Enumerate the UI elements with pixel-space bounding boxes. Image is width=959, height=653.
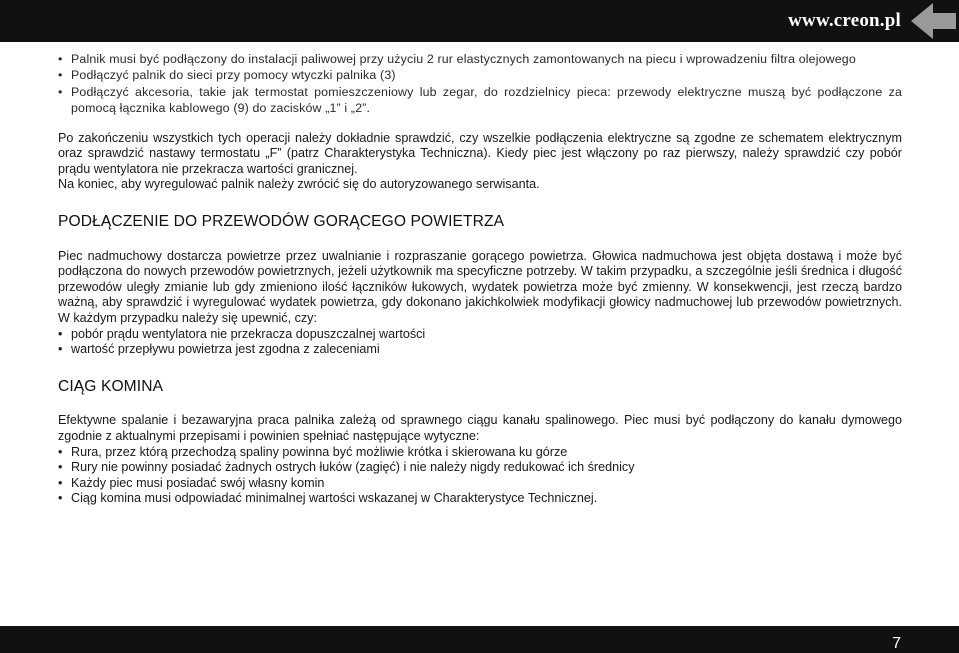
list-item: • Każdy piec musi posiadać swój własny komin: [58, 476, 902, 492]
chimney-bullet-list: [58, 445, 902, 507]
back-arrow-icon[interactable]: [907, 0, 959, 42]
list-item: • pobór prądu wentylatora nie przekracza dopuszczalnej wartości: [58, 327, 902, 343]
footer-bar: [0, 626, 959, 653]
final-check-paragraph: [58, 131, 902, 193]
intro-bullet-list: [58, 51, 902, 117]
paragraph: Po zakończeniu wszystkich tych operacji należy dokładnie sprawdzić, czy wszelkie podłączenia elektryczne są zgodne ze schematem elektrycznym oraz sprawdzić nastawy termostatu „F” (patrz Charakterystyka Techniczna). Kiedy piec jest włączony po raz pierwszy, należy sprawdzić czy pobór prądu wentylatora nie przekracza wartości granicznej.: [58, 130, 902, 176]
hot-air-paragraph: Piec nadmuchowy dostarcza powietrze przez uwalnianie i rozpraszanie gorącego powietrza. Głowica nadmuchowa jest objęta dostawą i może być podłączona do nowych przewodów powietrznych, jeżeli użytkownik ma specyficzne potrzeby. W takim przypadku, a szczególnie jeśli średnica i długość przewodów uległy zmianie lub gdy zmieniono ilość łączników łukowych, wydatek powietrza może być zmienny. W konsekwencji, jest rzeczą bardzo ważną, aby sprawdzić i wyregulować wydatek powietrza, gdy dokonano jakichkolwiek modyfikacji głowicy nadmuchowej lub przewodów powietrznych. W każdym przypadku należy się upewnić, czy:: [58, 248, 902, 325]
list-item: • Palnik musi być podłączony do instalacji paliwowej przy użyciu 2 rur elastycznych zamontowanych na piecu i wprowadzeniu filtra olejowego: [58, 51, 902, 67]
page-content: [58, 51, 902, 507]
list-item: • Rura, przez którą przechodzą spaliny powinna być możliwie krótka i skierowana ku górze: [58, 445, 902, 461]
section-heading-hot-air: PODŁĄCZENIE DO PRZEWODÓW GORĄCEGO POWIETRZA: [58, 213, 505, 230]
list-item: • Podłączyć palnik do sieci przy pomocy wtyczki palnika (3): [58, 67, 902, 83]
hot-air-bullet-list: [58, 327, 902, 358]
list-item: • Podłączyć akcesoria, takie jak termostat pomieszczeniowy lub zegar, do rozdzielnicy pieca: przewody elektryczne muszą być podłączone za pomocą łącznika kablowego (9) do zacisków „1” i „2”.: [58, 84, 902, 117]
site-url[interactable]: www.creon.pl: [788, 10, 901, 31]
section-heading-chimney: CIĄG KOMINA: [58, 377, 164, 395]
page-number: 7: [892, 635, 901, 652]
paragraph: Na koniec, aby wyregulować palnik należy zwrócić się do autoryzowanego serwisanta.: [58, 177, 540, 192]
chimney-paragraph: Efektywne spalanie i bezawaryjna praca palnika zależą od sprawnego ciągu kanału spalinowego. Piec musi być podłączony do kanału dymowego zgodnie z aktualnymi przepisami i powinien spełniać następujące wytyczne:: [58, 413, 902, 443]
header-bar: [0, 0, 959, 42]
list-item: • Rury nie powinny posiadać żadnych ostrych łuków (zagięć) i nie należy nigdy redukować ich średnicy: [58, 460, 902, 476]
list-item: • wartość przepływu powietrza jest zgodna z zaleceniami: [58, 342, 902, 358]
list-item: • Ciąg komina musi odpowiadać minimalnej wartości wskazanej w Charakterystyce Technicznej.: [58, 491, 902, 507]
